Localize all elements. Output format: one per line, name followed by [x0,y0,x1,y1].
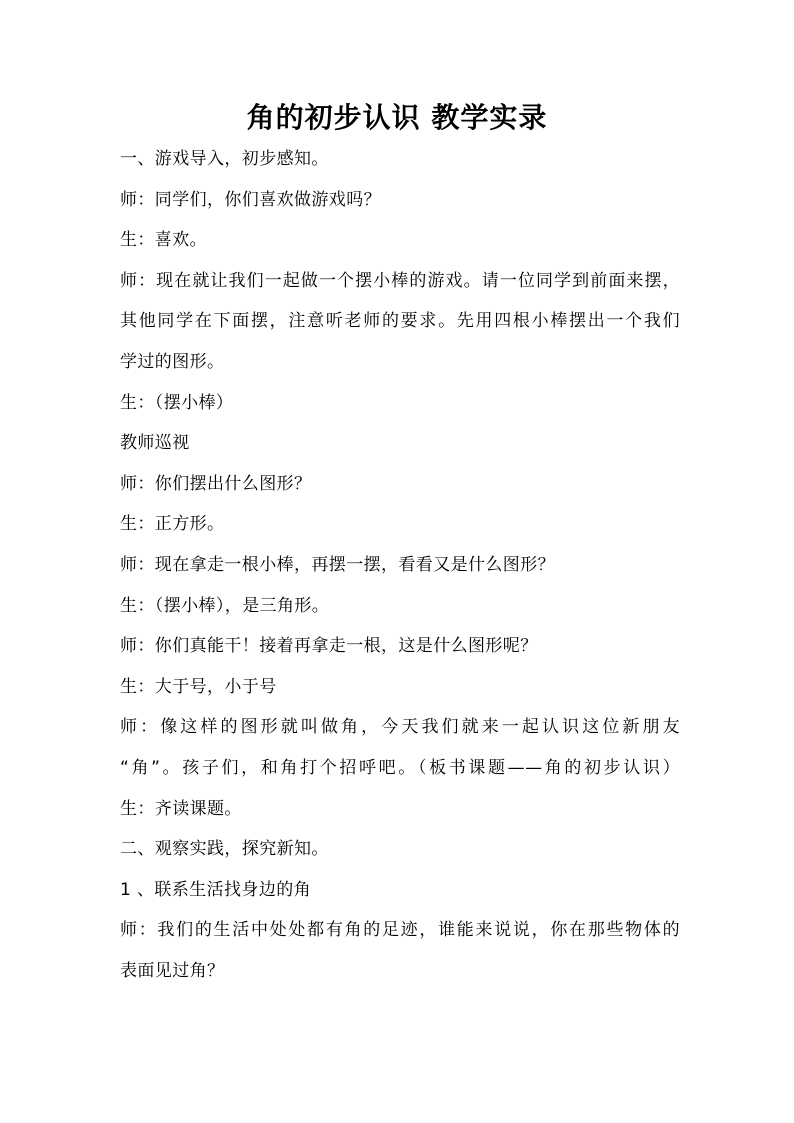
section-heading: 二、观察实践，探究新知。 [120,839,329,860]
paragraph-line: 生：喜欢。 [120,230,207,251]
paragraph-line: 师：现在就让我们一起做一个摆小棒的游戏。请一位同学到前面来摆， [120,270,680,291]
paragraph-line: 师：像这样的图形就叫做角，今天我们就来一起认识这位新朋友 [120,717,680,738]
section-heading: 一、游戏导入，初步感知。 [120,149,329,169]
subsection-heading: 1 、联系生活找身边的角 [120,879,312,900]
paragraph-line: 其他同学在下面摆，注意听老师的要求。先用四根小棒摆出一个我们 [120,311,680,332]
paragraph-line: 师：现在拿走一根小棒，再摆一摆，看看又是什么图形？ [120,554,555,575]
document-title: 角的初步认识 教学实录 [246,101,548,134]
paragraph-line: 表面见过角？ [120,960,225,981]
paragraph-line: 教师巡视 [120,433,190,454]
paragraph-line: 学过的图形。 [120,351,225,372]
paragraph-line: “角”。孩子们，和角打个招呼吧。（板书课题——角的初步认识） [120,757,680,778]
paragraph-line: 师：我们的生活中处处都有角的足迹，谁能来说说，你在那些物体的 [120,920,680,941]
paragraph-line: 生：（摆小棒），是三角形。 [120,595,330,616]
paragraph-line: 师：同学们，你们喜欢做游戏吗？ [120,189,381,210]
paragraph-line: 生：齐读课题。 [120,798,242,819]
paragraph-line: 生：正方形。 [120,514,225,535]
paragraph-line: 生：大于号，小于号 [120,676,277,697]
paragraph-line: 师：你们摆出什么图形？ [120,473,312,494]
paragraph-line: 师：你们真能干！接着再拿走一根，这是什么图形呢？ [120,636,538,657]
document-body [120,139,680,991]
paragraph-line: 生：（摆小棒） [120,392,234,413]
